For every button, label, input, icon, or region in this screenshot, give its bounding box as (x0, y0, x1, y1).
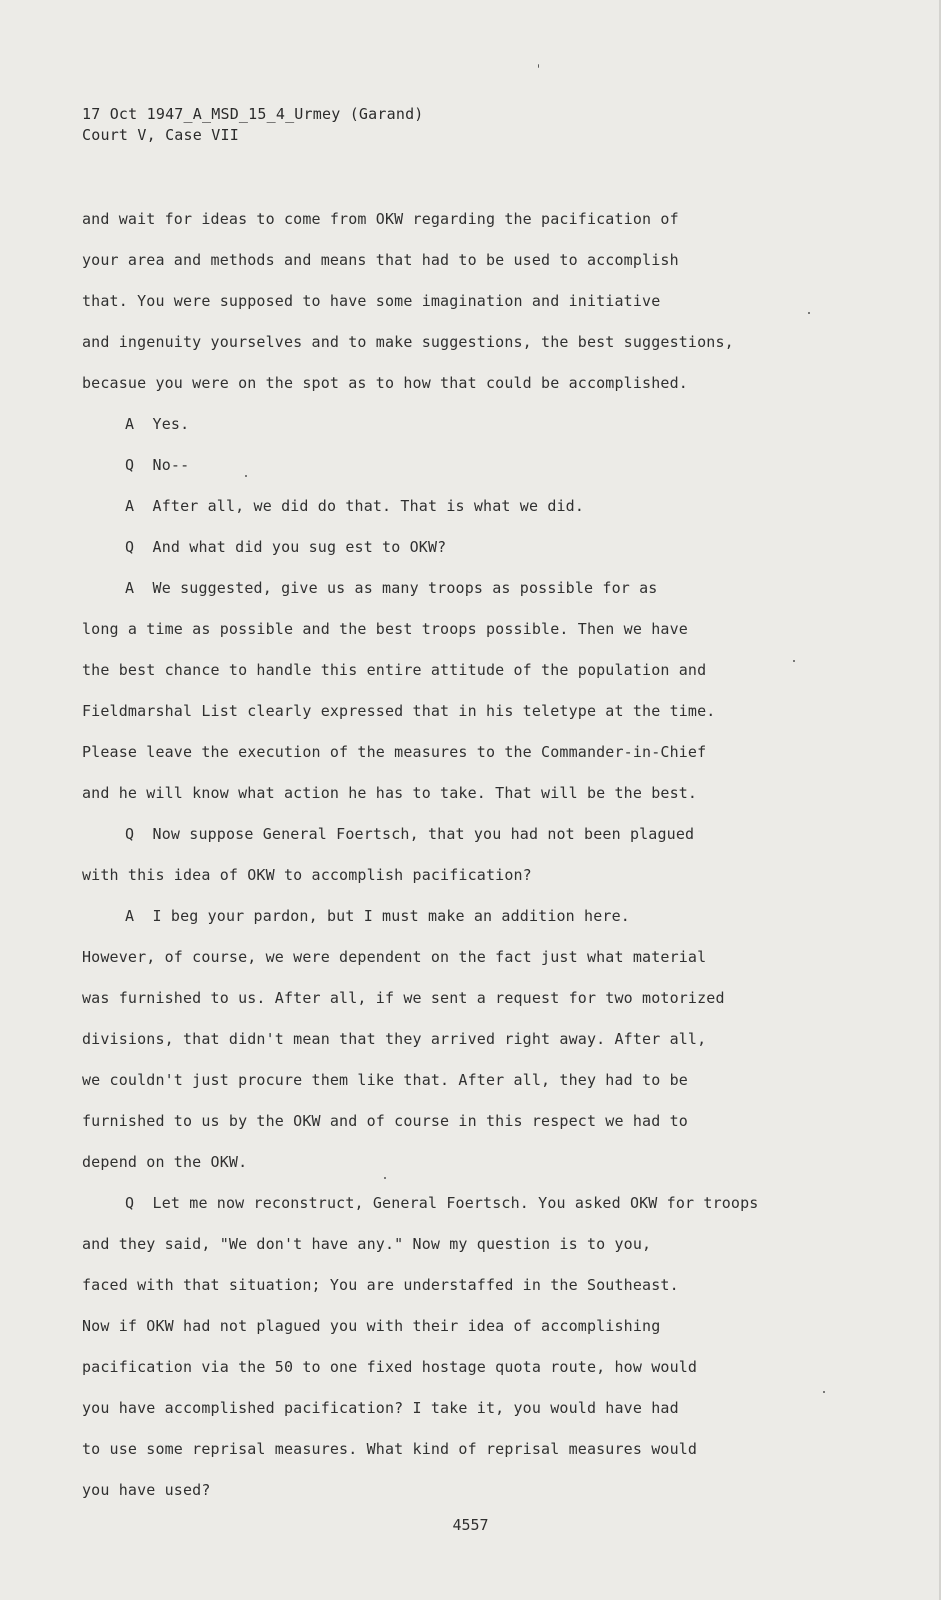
paper-speck (245, 475, 247, 477)
transcript-line: we couldn't just procure them like that. After all, they had to be (82, 1071, 688, 1089)
page-number: 4557 (452, 1516, 489, 1534)
paper-speck (808, 312, 810, 314)
paper-speck (538, 64, 539, 68)
answer-line: A I beg your pardon, but I must make an addition here. (125, 907, 630, 925)
transcript-line: and ingenuity yourselves and to make suggestions, the best suggestions, (82, 333, 734, 351)
transcript-line: becasue you were on the spot as to how that could be accomplished. (82, 374, 688, 392)
paper-speck (793, 660, 795, 662)
transcript-line: long a time as possible and the best troops possible. Then we have (82, 620, 688, 638)
transcript-line: was furnished to us. After all, if we sent a request for two motorized (82, 989, 725, 1007)
header-reference-line: 17 Oct 1947_A_MSD_15_4_Urmey (Garand) (82, 105, 424, 123)
transcript-line: Now if OKW had not plagued you with their idea of accomplishing (82, 1317, 661, 1335)
transcript-line: the best chance to handle this entire attitude of the population and (82, 661, 707, 679)
answer-line: A After all, we did do that. That is what we did. (125, 497, 585, 515)
transcript-line: and he will know what action he has to take. That will be the best. (82, 784, 698, 802)
header-court-case-line: Court V, Case VII (82, 126, 239, 144)
paper-speck (384, 1177, 386, 1179)
transcript-line: your area and methods and means that had to be used to accomplish (82, 251, 679, 269)
question-line: Q Let me now reconstruct, General Foertsch. You asked OKW for troops (125, 1194, 759, 1212)
question-line: Q And what did you sug est to OKW? (125, 538, 447, 556)
transcript-line: to use some reprisal measures. What kind of reprisal measures would (82, 1440, 698, 1458)
transcript-line: pacification via the 50 to one fixed hostage quota route, how would (82, 1358, 698, 1376)
transcript-line: Please leave the execution of the measures to the Commander-in-Chief (82, 743, 707, 761)
transcript-body (82, 206, 852, 1518)
document-header (82, 104, 424, 146)
transcript-line: Fieldmarshal List clearly expressed that in his teletype at the time. (82, 702, 716, 720)
transcript-line: faced with that situation; You are understaffed in the Southeast. (82, 1276, 679, 1294)
transcript-line: depend on the OKW. (82, 1153, 248, 1171)
answer-line: A We suggested, give us as many troops as possible for as (125, 579, 658, 597)
transcript-line: that. You were supposed to have some imagination and initiative (82, 292, 661, 310)
answer-line: A Yes. (125, 415, 190, 433)
transcript-line: you have accomplished pacification? I take it, you would have had (82, 1399, 679, 1417)
question-line: Q Now suppose General Foertsch, that you had not been plagued (125, 825, 695, 843)
transcript-line: divisions, that didn't mean that they arrived right away. After all, (82, 1030, 707, 1048)
transcript-line: and they said, "We don't have any." Now my question is to you, (82, 1235, 652, 1253)
transcript-line: you have used? (82, 1481, 211, 1499)
transcript-line: with this idea of OKW to accomplish pacification? (82, 866, 532, 884)
transcript-line: furnished to us by the OKW and of course in this respect we had to (82, 1112, 688, 1130)
transcript-line: and wait for ideas to come from OKW regarding the pacification of (82, 210, 679, 228)
paper-speck (823, 1391, 825, 1393)
question-line: Q No-- (125, 456, 190, 474)
transcript-line: However, of course, we were dependent on the fact just what material (82, 948, 707, 966)
